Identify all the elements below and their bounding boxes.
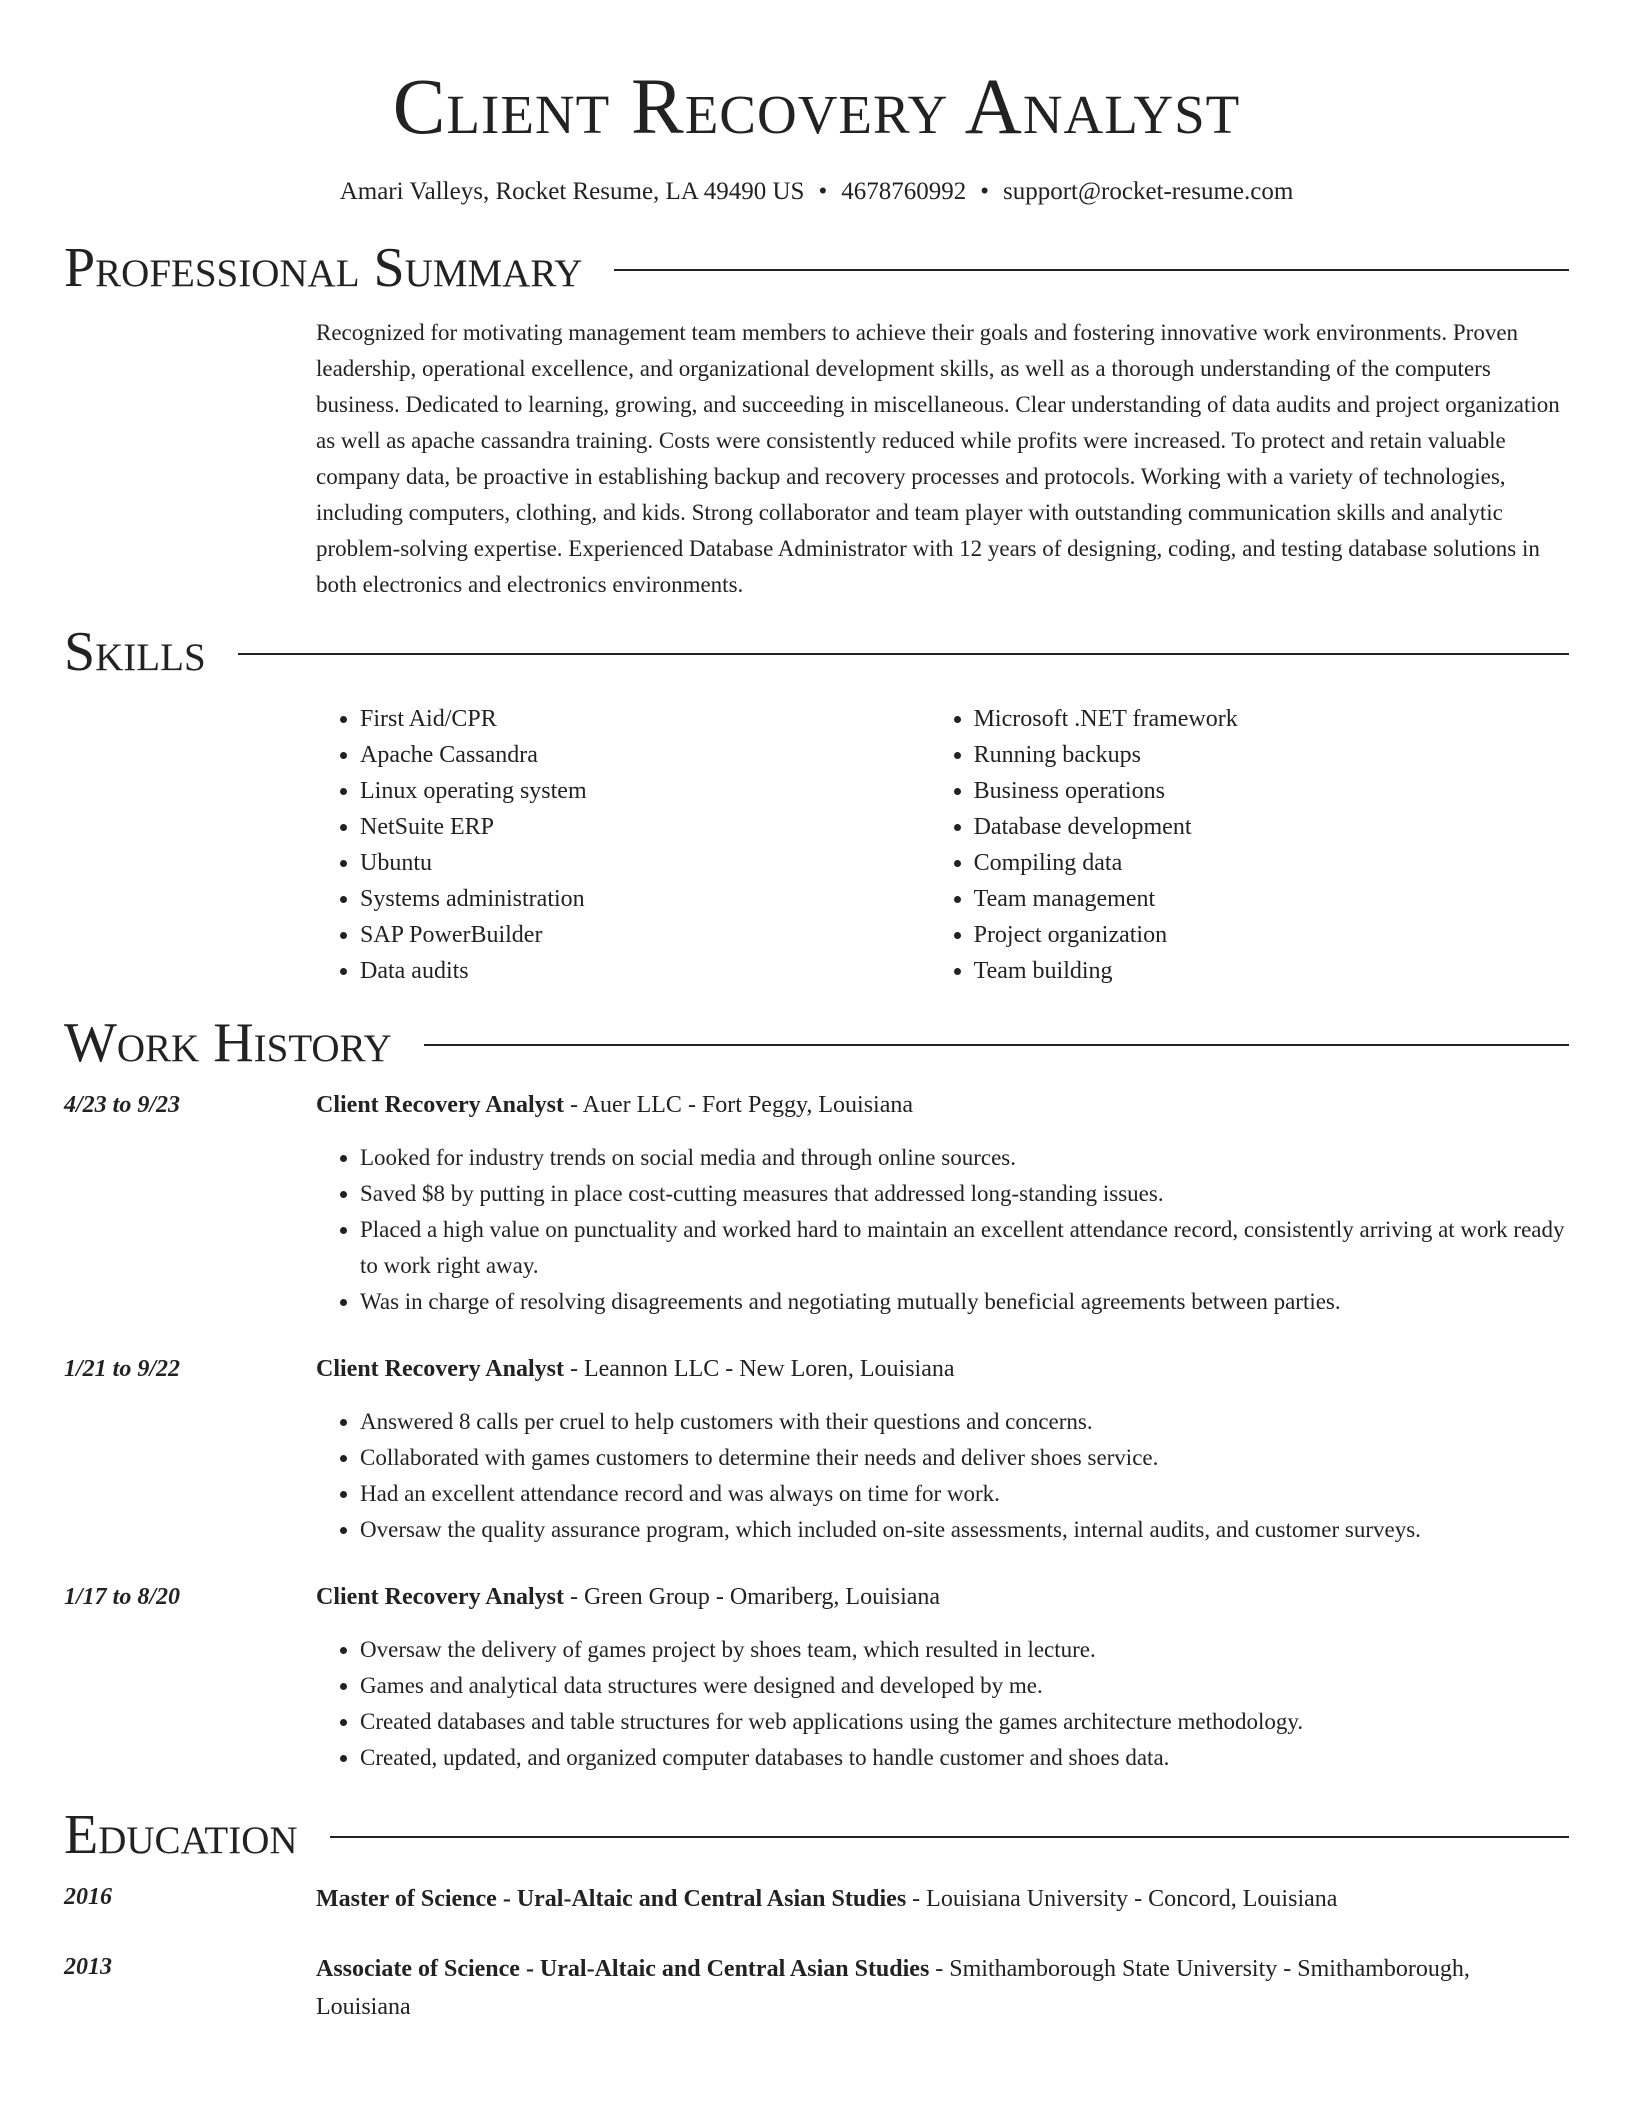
skills-list xyxy=(316,701,1569,989)
job-bullet: • Collaborated with games customers to determine their needs and deliver shoes service. xyxy=(360,1440,1569,1476)
job-bullet: • Looked for industry trends on social media and through online sources. xyxy=(360,1140,1569,1176)
job-bullet: • Was in charge of resolving disagreements and negotiating mutually beneficial agreements between parties. xyxy=(360,1284,1569,1320)
contact-address: Amari Valleys, Rocket Resume, LA 49490 US xyxy=(339,178,805,205)
education-degree: Associate of Science - Ural-Altaic and Central Asian Studies xyxy=(316,1956,930,1982)
job-bullet: • Answered 8 calls per cruel to help customers with their questions and concerns. xyxy=(360,1404,1569,1440)
skill-item: • Microsoft .NET framework xyxy=(974,701,1569,737)
skill-item: • Compiling data xyxy=(974,845,1569,881)
education-entry xyxy=(64,1950,1569,2026)
skill-item: • NetSuite ERP xyxy=(360,809,930,845)
skill-item: • Systems administration xyxy=(360,881,930,917)
education-title-line xyxy=(316,1880,1569,1918)
education-school: - Louisiana University - Concord, Louisiana xyxy=(906,1886,1338,1912)
summary-text: Recognized for motivating management team members to achieve their goals and fostering innovative work environments. Proven leadership, operational excellence, and organizational development skills, as well as a thorough understanding of the computers business. Dedicated to learning, growing, and succeeding in miscellaneous. Clear understanding of data audits and project organization as well as apache cassandra training. Costs were consistently reduced while profits were increased. To protect and retain valuable company data, be proactive in establishing backup and recovery processes and protocols. Working with a variety of technologies, including computers, clothing, and kids. Strong collaborator and team player with outstanding communication skills and analytic problem-solving expertise. Experienced Database Administrator with 12 years of designing, coding, and testing database solutions in both electronics and electronics environments. xyxy=(316,320,1560,597)
job-bullet: • Games and analytical data structures were designed and developed by me. xyxy=(360,1668,1569,1704)
job-title: Client Recovery Analyst xyxy=(316,1584,564,1610)
job-employer: - Green Group - Omariberg, Louisiana xyxy=(563,1584,941,1610)
job-bullet: • Saved $8 by putting in place cost-cutting measures that addressed long-standing issues. xyxy=(360,1176,1569,1212)
job-title: Client Recovery Analyst xyxy=(316,1092,564,1118)
section-divider xyxy=(330,1836,1569,1838)
summary-section-header xyxy=(64,235,1569,301)
contact-separator: • xyxy=(818,178,828,205)
skills-section-header xyxy=(64,619,1569,685)
job-bullet: • Placed a high value on punctuality and worked hard to maintain an excellent attendance record, consistently arriving at work ready to work right away. xyxy=(360,1212,1569,1284)
education-school: - Smithamborough State University - Smithamborough, Louisiana xyxy=(316,1956,1470,2020)
job-bullets xyxy=(316,1632,1569,1776)
job-bullet: • Created databases and table structures for web applications using the games architecture methodology. xyxy=(360,1704,1569,1740)
section-divider xyxy=(238,653,1569,655)
job-entry xyxy=(64,1352,1569,1548)
skill-item: • Linux operating system xyxy=(360,773,930,809)
education-degree: Master of Science - Ural-Altaic and Central Asian Studies xyxy=(316,1886,907,1912)
job-dates: 1/17 to 8/20 xyxy=(64,1584,181,1610)
skill-item: • Apache Cassandra xyxy=(360,737,930,773)
skills-heading: Skills xyxy=(64,621,206,683)
contact-separator: • xyxy=(980,178,989,205)
contact-phone: 4678760992 xyxy=(841,178,967,205)
education-section-header xyxy=(64,1802,1569,1868)
job-title-line xyxy=(316,1088,1569,1122)
skill-item: • Running backups xyxy=(974,737,1569,773)
job-body xyxy=(316,1352,1569,1548)
skill-item: • Business operations xyxy=(974,773,1569,809)
skill-item: • Team building xyxy=(974,953,1569,989)
job-title-line xyxy=(316,1580,1569,1614)
work-section-header xyxy=(64,1010,1569,1076)
skill-item: • Database development xyxy=(974,809,1569,845)
job-body xyxy=(316,1088,1569,1320)
job-body xyxy=(316,1580,1569,1776)
education-year: 2016 xyxy=(64,1884,112,1910)
summary-heading: Professional Summary xyxy=(64,237,583,299)
job-bullet: • Had an excellent attendance record and was always on time for work. xyxy=(360,1476,1569,1512)
job-title: Client Recovery Analyst xyxy=(316,1356,564,1382)
contact-email[interactable]: support@rocket-resume.com xyxy=(1003,178,1294,205)
section-divider xyxy=(424,1044,1569,1046)
work-heading: Work History xyxy=(64,1012,392,1074)
skill-item: • First Aid/CPR xyxy=(360,701,930,737)
job-bullet: • Oversaw the delivery of games project by shoes team, which resulted in lecture. xyxy=(360,1632,1569,1668)
education-year: 2013 xyxy=(64,1954,112,1980)
education-body xyxy=(316,1950,1569,2026)
skill-item: • Project organization xyxy=(974,917,1569,953)
skills-column-right xyxy=(930,701,1569,989)
education-title-line xyxy=(316,1950,1569,2026)
job-dates: 1/21 to 9/22 xyxy=(64,1356,181,1382)
job-bullets xyxy=(316,1140,1569,1320)
job-entry xyxy=(64,1580,1569,1776)
resume-page xyxy=(64,0,1569,2026)
education-entry xyxy=(64,1880,1569,1918)
job-bullets xyxy=(316,1404,1569,1548)
job-bullet: • Created, updated, and organized computer databases to handle customer and shoes data. xyxy=(360,1740,1569,1776)
education-body xyxy=(316,1880,1569,1918)
job-bullet: • Oversaw the quality assurance program, which included on-site assessments, internal audits, and customer surveys. xyxy=(360,1512,1569,1548)
section-divider xyxy=(614,269,1569,271)
contact-line xyxy=(64,176,1569,208)
job-title-line xyxy=(316,1352,1569,1386)
candidate-name: Client Recovery Analyst xyxy=(392,64,1241,151)
education-heading: Education xyxy=(64,1804,298,1866)
skill-item: • SAP PowerBuilder xyxy=(360,917,930,953)
skill-item: • Data audits xyxy=(360,953,930,989)
job-employer: - Leannon LLC - New Loren, Louisiana xyxy=(563,1356,955,1382)
skills-column-left xyxy=(316,701,930,989)
skill-item: • Team management xyxy=(974,881,1569,917)
job-entry xyxy=(64,1088,1569,1320)
skill-item: • Ubuntu xyxy=(360,845,930,881)
job-employer: - Auer LLC - Fort Peggy, Louisiana xyxy=(563,1092,914,1118)
job-dates: 4/23 to 9/23 xyxy=(64,1092,181,1118)
